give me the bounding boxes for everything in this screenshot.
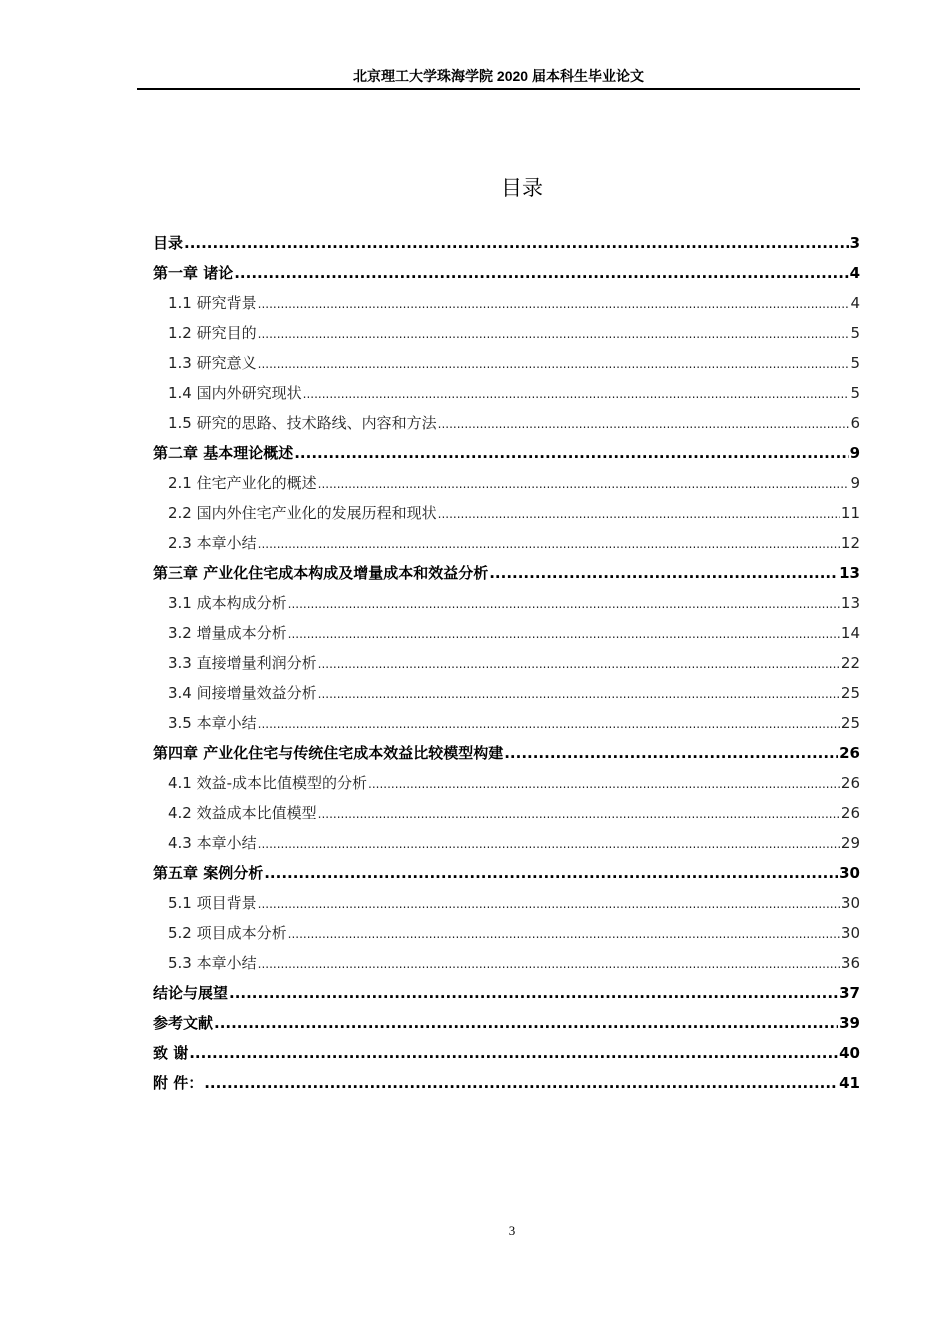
page-number: 3 [508,1223,516,1238]
toc-entry-title: 结论与展望 [153,984,229,1002]
toc-page-number: 9 [849,444,860,462]
toc-leader-dots [288,919,840,949]
toc-section-entry[interactable] [153,498,860,528]
toc-entry-title: 目录 [153,234,184,252]
toc-section-entry[interactable] [153,828,860,858]
toc-leader-dots [258,289,850,319]
toc-page-number: 3 [849,234,860,252]
toc-entry-title: 参考文献 [153,1014,214,1032]
toc-entry-title: 第一章 诸论 [153,264,234,282]
toc-page-number: 26 [840,774,860,792]
toc-entry-title: 2.1 住宅产业化的概述 [168,474,317,492]
toc-chapter-entry[interactable] [153,438,860,468]
toc-chapter-entry[interactable] [153,1038,860,1068]
toc-leader-dots [258,949,840,979]
toc-page-number: 39 [839,1014,860,1032]
toc-leader-dots [258,349,850,379]
toc-page-number: 26 [840,804,860,822]
toc-page-number: 37 [839,984,860,1002]
toc-section-entry[interactable] [153,678,860,708]
toc-entry-title: 3.4 间接增量效益分析 [168,684,317,702]
toc-leader-dots [318,469,850,499]
toc-leader-dots [258,529,840,559]
toc-leader-dots [489,558,838,588]
toc-leader-dots [204,1068,838,1098]
toc-entry-title: 1.5 研究的思路、技术路线、内容和方法 [168,414,437,432]
toc-page-number: 11 [840,504,860,522]
toc-page-number: 4 [850,294,860,312]
header-rule [137,88,860,90]
toc-leader-dots [288,619,840,649]
table-of-contents [153,228,860,1098]
toc-page-number: 5 [850,384,860,402]
toc-chapter-entry[interactable] [153,558,860,588]
toc-leader-dots [234,258,848,288]
toc-entry-title: 4.1 效益-成本比值模型的分析 [168,774,368,792]
toc-chapter-entry[interactable] [153,1008,860,1038]
toc-page-number: 25 [840,714,860,732]
toc-section-entry[interactable] [153,708,860,738]
toc-section-entry[interactable] [153,798,860,828]
toc-entry-title: 3.1 成本构成分析 [168,594,287,612]
toc-section-entry[interactable] [153,618,860,648]
toc-section-entry[interactable] [153,918,860,948]
toc-leader-dots [258,709,840,739]
toc-leader-dots [438,409,850,439]
toc-leader-dots [184,228,849,258]
toc-page-number: 36 [840,954,860,972]
toc-entry-title: 1.2 研究目的 [168,324,257,342]
toc-section-entry[interactable] [153,408,860,438]
toc-section-entry[interactable] [153,468,860,498]
toc-page-number: 6 [850,414,860,432]
toc-page-number: 4 [849,264,860,282]
toc-page-number: 29 [840,834,860,852]
toc-leader-dots [368,769,840,799]
toc-chapter-entry[interactable] [153,228,860,258]
toc-leader-dots [318,649,840,679]
toc-entry-title: 第二章 基本理论概述 [153,444,294,462]
toc-leader-dots [504,738,838,768]
toc-entry-title: 致 谢 [153,1044,189,1062]
toc-entry-title: 2.2 国内外住宅产业化的发展历程和现状 [168,504,437,522]
toc-section-entry[interactable] [153,288,860,318]
toc-leader-dots [303,379,850,409]
toc-section-entry[interactable] [153,648,860,678]
toc-entry-title: 3.5 本章小结 [168,714,257,732]
toc-leader-dots [438,499,840,529]
toc-leader-dots [214,1008,838,1038]
toc-page-number: 26 [839,744,860,762]
toc-page-number: 14 [840,624,860,642]
toc-entry-title: 5.3 本章小结 [168,954,257,972]
toc-leader-dots [318,799,840,829]
toc-page-number: 41 [839,1074,860,1092]
toc-section-entry[interactable] [153,768,860,798]
toc-leader-dots [258,319,850,349]
toc-entry-title: 第三章 产业化住宅成本构成及增量成本和效益分析 [153,564,489,582]
toc-page-number: 25 [840,684,860,702]
toc-page-number: 30 [840,924,860,942]
toc-entry-title: 5.2 项目成本分析 [168,924,287,942]
toc-chapter-entry[interactable] [153,258,860,288]
toc-section-entry[interactable] [153,588,860,618]
toc-leader-dots [288,589,840,619]
toc-entry-title: 5.1 项目背景 [168,894,257,912]
toc-section-entry[interactable] [153,948,860,978]
toc-entry-title: 第四章 产业化住宅与传统住宅成本效益比较模型构建 [153,744,504,762]
toc-page-number: 30 [840,894,860,912]
toc-entry-title: 3.2 增量成本分析 [168,624,287,642]
toc-section-entry[interactable] [153,318,860,348]
toc-leader-dots [294,438,848,468]
toc-entry-title: 附 件： [153,1074,204,1092]
toc-entry-title: 第五章 案例分析 [153,864,264,882]
page-header: 北京理工大学珠海学院 2020 届本科生毕业论文 [353,68,644,84]
toc-section-entry[interactable] [153,528,860,558]
toc-entry-title: 1.4 国内外研究现状 [168,384,302,402]
toc-page-number: 9 [850,474,860,492]
toc-section-entry[interactable] [153,378,860,408]
toc-chapter-entry[interactable] [153,738,860,768]
toc-leader-dots [229,978,838,1008]
toc-page-number: 40 [839,1044,860,1062]
toc-leader-dots [264,858,838,888]
toc-entry-title: 4.2 效益成本比值模型 [168,804,317,822]
toc-section-entry[interactable] [153,348,860,378]
toc-entry-title: 1.3 研究意义 [168,354,257,372]
toc-entry-title: 4.3 本章小结 [168,834,257,852]
toc-page-number: 5 [850,324,860,342]
toc-leader-dots [258,889,840,919]
toc-leader-dots [258,829,840,859]
toc-entry-title: 3.3 直接增量利润分析 [168,654,317,672]
toc-chapter-entry[interactable] [153,1068,860,1098]
toc-entry-title: 2.3 本章小结 [168,534,257,552]
toc-page-number: 22 [840,654,860,672]
toc-chapter-entry[interactable] [153,858,860,888]
toc-page-number: 30 [839,864,860,882]
toc-leader-dots [189,1038,838,1068]
toc-page-number: 13 [839,564,860,582]
toc-page-number: 12 [840,534,860,552]
toc-title: 目录 [501,176,543,200]
toc-section-entry[interactable] [153,888,860,918]
toc-page-number: 13 [840,594,860,612]
toc-page-number: 5 [850,354,860,372]
toc-chapter-entry[interactable] [153,978,860,1008]
toc-leader-dots [318,679,840,709]
toc-entry-title: 1.1 研究背景 [168,294,257,312]
